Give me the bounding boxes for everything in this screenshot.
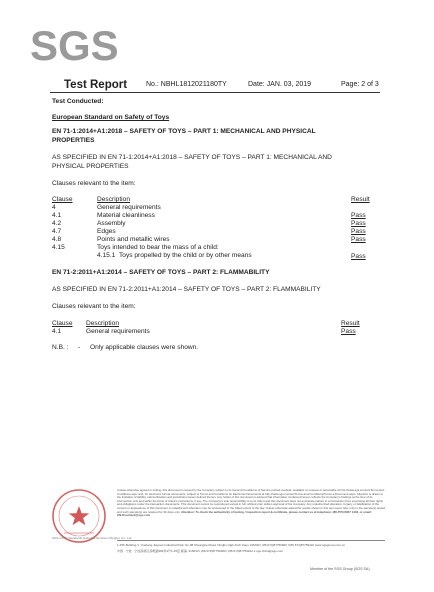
footer-disclaimer <box>117 489 385 518</box>
part1-clauses-relevant: Clauses relevant to the item: <box>52 180 136 187</box>
part1-heading-line1: EN 71-1:2014+A1:2018 – SAFETY OF TOYS – PART 1: MECHANICAL AND PHYSICAL <box>52 128 316 135</box>
footer-divider <box>117 540 385 541</box>
sgs-logo <box>30 22 119 69</box>
note-text: Only applicable clauses were shown. <box>90 344 199 351</box>
part1-specified-line2: PHYSICAL PROPERTIES <box>52 163 129 170</box>
page-number: Page: 2 of 3 <box>341 81 379 88</box>
table-row-result: Pass <box>351 228 366 235</box>
footer-address-cn: 中国 · 宁波 · 宁波高新区扬帆路999弄4号1-25层 邮编: 315040 t (86-574)87759000 f (86-574)87759222 e sgs.china@sgs.com <box>117 549 284 553</box>
sgs-member-note: Member of the SGS Group (SGS SA) <box>310 567 370 571</box>
col-clause: Clause <box>52 196 73 203</box>
table-row-result: Pass <box>351 212 366 219</box>
col-clause: Clause <box>52 320 73 327</box>
table-row-description: Points and metallic wires <box>97 236 170 243</box>
report-title: Test Report <box>64 79 128 91</box>
footer-address-en: 1-25F Building 4, Yuebang Jiayuan Industrial Park, No.98 Shuanghe Road, Ningbo High-Tech Zone 315040 t (86-574)87759000 f (86-574)87759222 www.sgsgroup.com.cn <box>117 543 345 547</box>
table-row-clause: 4.1 <box>52 212 62 219</box>
col-result: Result <box>341 320 360 327</box>
table-row-clause: 4.7 <box>52 228 62 235</box>
table-row-description: Assembly <box>97 220 126 227</box>
report-number: No.: NBHL1812021180TY <box>146 81 227 88</box>
table-row-clause: 4.8 <box>52 236 62 243</box>
table-row-description: Toys intended to bear the mass of a child: <box>97 244 219 251</box>
part2-clauses-relevant: Clauses relevant to the item: <box>52 303 136 310</box>
part1-specified-line1: AS SPECIFIED IN EN 71-1:2014+A1:2018 – SAFETY OF TOYS – PART 1: MECHANICAL AND <box>52 154 332 161</box>
table-row-description: General requirements <box>97 204 161 211</box>
table-subrow-result: Pass <box>351 253 366 260</box>
note-dash: - <box>78 344 81 351</box>
table-row-clause: 4.1 <box>52 328 62 335</box>
table-row-result: Pass <box>341 328 356 335</box>
standard-heading: European Standard on Safety of Toys <box>52 114 170 121</box>
authenticity-notice: Attention: To check the authenticity of testing / inspection report & certificate, please contact us at telephone: (86-755) 8307 1443, or email: CN.Doccheck@sgs.com <box>117 509 372 518</box>
table-row-result: Pass <box>351 220 366 227</box>
part2-heading: EN 71-2:2011+A1:2014 – SAFETY OF TOYS – PART 2: FLAMMABILITY <box>52 269 270 276</box>
note-label: N.B. : <box>52 344 69 351</box>
col-description: Description <box>86 320 119 327</box>
col-result: Result <box>351 196 370 203</box>
header-divider <box>50 92 380 93</box>
table-row-description: Material cleanliness <box>97 212 155 219</box>
part2-specified: AS SPECIFIED IN EN 71-2:2011+A1:2014 – SAFETY OF TOYS – PART 2: FLAMMABILITY <box>52 286 321 293</box>
logo-text: SGS <box>30 22 119 69</box>
report-date: Date: JAN. 03, 2019 <box>248 81 312 88</box>
table-row-clause: 4.2 <box>52 220 62 227</box>
test-conducted-heading: Test Conducted: <box>52 98 104 105</box>
col-description: Description <box>97 196 130 203</box>
table-row-description: General requirements <box>86 328 150 335</box>
table-row-clause: 4 <box>52 204 56 211</box>
part1-heading-line2: PROPERTIES <box>52 137 95 144</box>
report-header <box>0 79 434 93</box>
company-name-under-seal: SGS-CSTC Standards Technical Services (Ningbo) Co., Ltd. <box>52 536 133 540</box>
table-row-result: Pass <box>351 236 366 243</box>
disclaimer-text: Unless otherwise agreed in writing, this document is issued by the Company subject to its General Conditions of Service printed overleaf, available on request or accessible at http://www.sgs.com/en/Terms-and-Conditions.aspx and, for electronic format documents, subject to Terms and Conditions for Electronic Documents at http://www.sgs.com/en/Terms-and-Conditions/Terms-e-Document.aspx. Attention is drawn to the limitation of liability, indemnification and jurisdiction issues defined therein. Any holder of this document is advised that information contained hereon reflects the Company's findings at the time of its intervention only and within the limits of Client's instructions, if any. The Company's sole responsibility is to its Client and this document does not exonerate parties to a transaction from exercising all their rights and obligations under the transaction documents. This document cannot be reproduced except in full, without prior written approval of the Company. Any unauthorized alteration, forgery or falsification of the content or appearance of this document is unlawful and offenders may be prosecuted to the fullest extent of the law. Unless otherwise stated the results shown in this test report refer only to the sample(s) tested and such sample(s) are retained for 30 days only. <box>117 488 385 514</box>
table-row-clause: 4.15 <box>52 244 65 251</box>
table-row-description: Edges <box>97 228 116 235</box>
table-subrow-clause: 4.15.1 <box>97 252 116 259</box>
table-subrow-description: Toys propelled by the child or by other means <box>119 252 252 259</box>
